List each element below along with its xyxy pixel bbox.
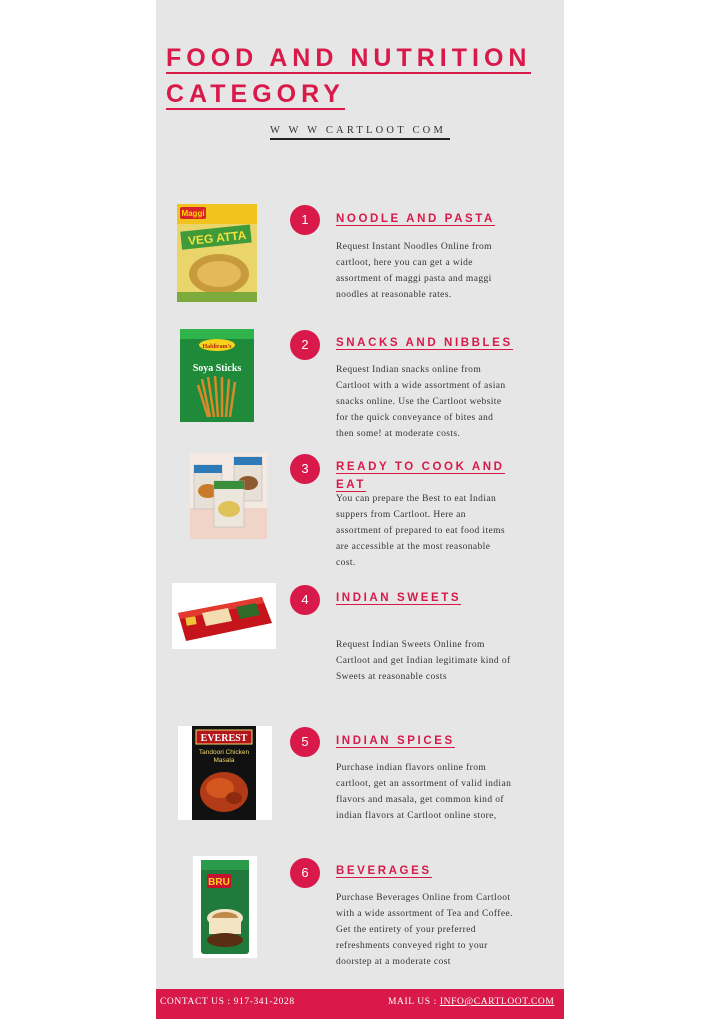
haldirams-brand-text: Haldiram's xyxy=(202,344,232,350)
sweets-box-image xyxy=(172,583,276,649)
title-line-2: CATEGORY xyxy=(166,80,345,108)
veg-atta-label: VEG ATTA xyxy=(187,227,247,249)
noodle-pasta-description: Request Instant Noodles Online from cartloot, here you can get a wide assortment of maggi pasta and maggi noodles at reasonable rates. xyxy=(336,242,492,300)
item-number-badge: 4 xyxy=(290,585,320,615)
item-number-badge: 2 xyxy=(290,330,320,360)
ready-to-cook-heading[interactable]: READY TO COOK AND EAT xyxy=(336,461,505,491)
ready-to-cook-description: You can prepare the Best to eat Indian suppers from Cartloot. Here an assortment of prepared to eat food items are accessible at the most reasonable cost. xyxy=(336,494,506,568)
item-number-badge: 3 xyxy=(290,454,320,484)
website-link[interactable]: W W W CARTLOOT COM xyxy=(270,125,450,140)
title-line-1: FOOD AND NUTRITION xyxy=(166,44,532,72)
page-title xyxy=(166,40,546,112)
maggi-brand-text: Maggi xyxy=(181,209,205,218)
contact-mail xyxy=(388,997,554,1007)
noodle-pasta-heading[interactable]: NOODLE AND PASTA xyxy=(336,213,495,225)
mail-link[interactable]: INFO@CARTLOOT.COM xyxy=(439,997,555,1007)
item-number-badge: 6 xyxy=(290,858,320,888)
ready-to-eat-packs-image xyxy=(190,453,267,539)
indian-sweets-description: Request Indian Sweets Online from Cartloot and get Indian legitimate kind of Sweets at reasonable costs xyxy=(336,640,511,682)
beverages-heading[interactable]: BEVERAGES xyxy=(336,865,432,877)
indian-spices-heading[interactable]: INDIAN SPICES xyxy=(336,735,455,747)
item-number-badge: 5 xyxy=(290,727,320,757)
bru-coffee-image xyxy=(193,856,257,958)
soya-sticks-label: Soya Sticks xyxy=(192,363,242,374)
soya-sticks-image xyxy=(180,329,254,422)
snacks-nibbles-description: Request Indian snacks online from Cartloot with a wide assortment of asian snacks online. Use the Cartloot website for the quick conveyance of bites and then some! at moderate costs. xyxy=(336,365,506,439)
everest-masala-image xyxy=(178,726,272,820)
footer-bar xyxy=(156,989,564,1019)
beverages-description: Purchase Beverages Online from Cartloot with a wide assortment of Tea and Coffee. Get the entirety of your preferred refreshments conveyed right to your doorstep at a moderate cost xyxy=(336,893,513,967)
indian-spices-description: Purchase indian flavors online from cartloot, get an assortment of valid indian flavors and masala, get common kind of indian flavors at Cartloot online store, xyxy=(336,763,512,821)
everest-brand-text: EVEREST xyxy=(200,733,248,744)
contact-phone[interactable]: CONTACT US : 917-341-2028 xyxy=(160,997,295,1007)
item-number-badge: 1 xyxy=(290,205,320,235)
mail-prefix: MAIL US : xyxy=(388,997,440,1007)
maggi-veg-atta-image xyxy=(177,204,257,302)
snacks-nibbles-heading[interactable]: SNACKS AND NIBBLES xyxy=(336,337,513,349)
bru-brand-text: BRU xyxy=(208,877,230,888)
indian-sweets-heading[interactable]: INDIAN SWEETS xyxy=(336,592,462,604)
svg-text:Masala: Masala xyxy=(213,757,235,764)
svg-text:Tandoori Chicken: Tandoori Chicken xyxy=(198,749,250,756)
